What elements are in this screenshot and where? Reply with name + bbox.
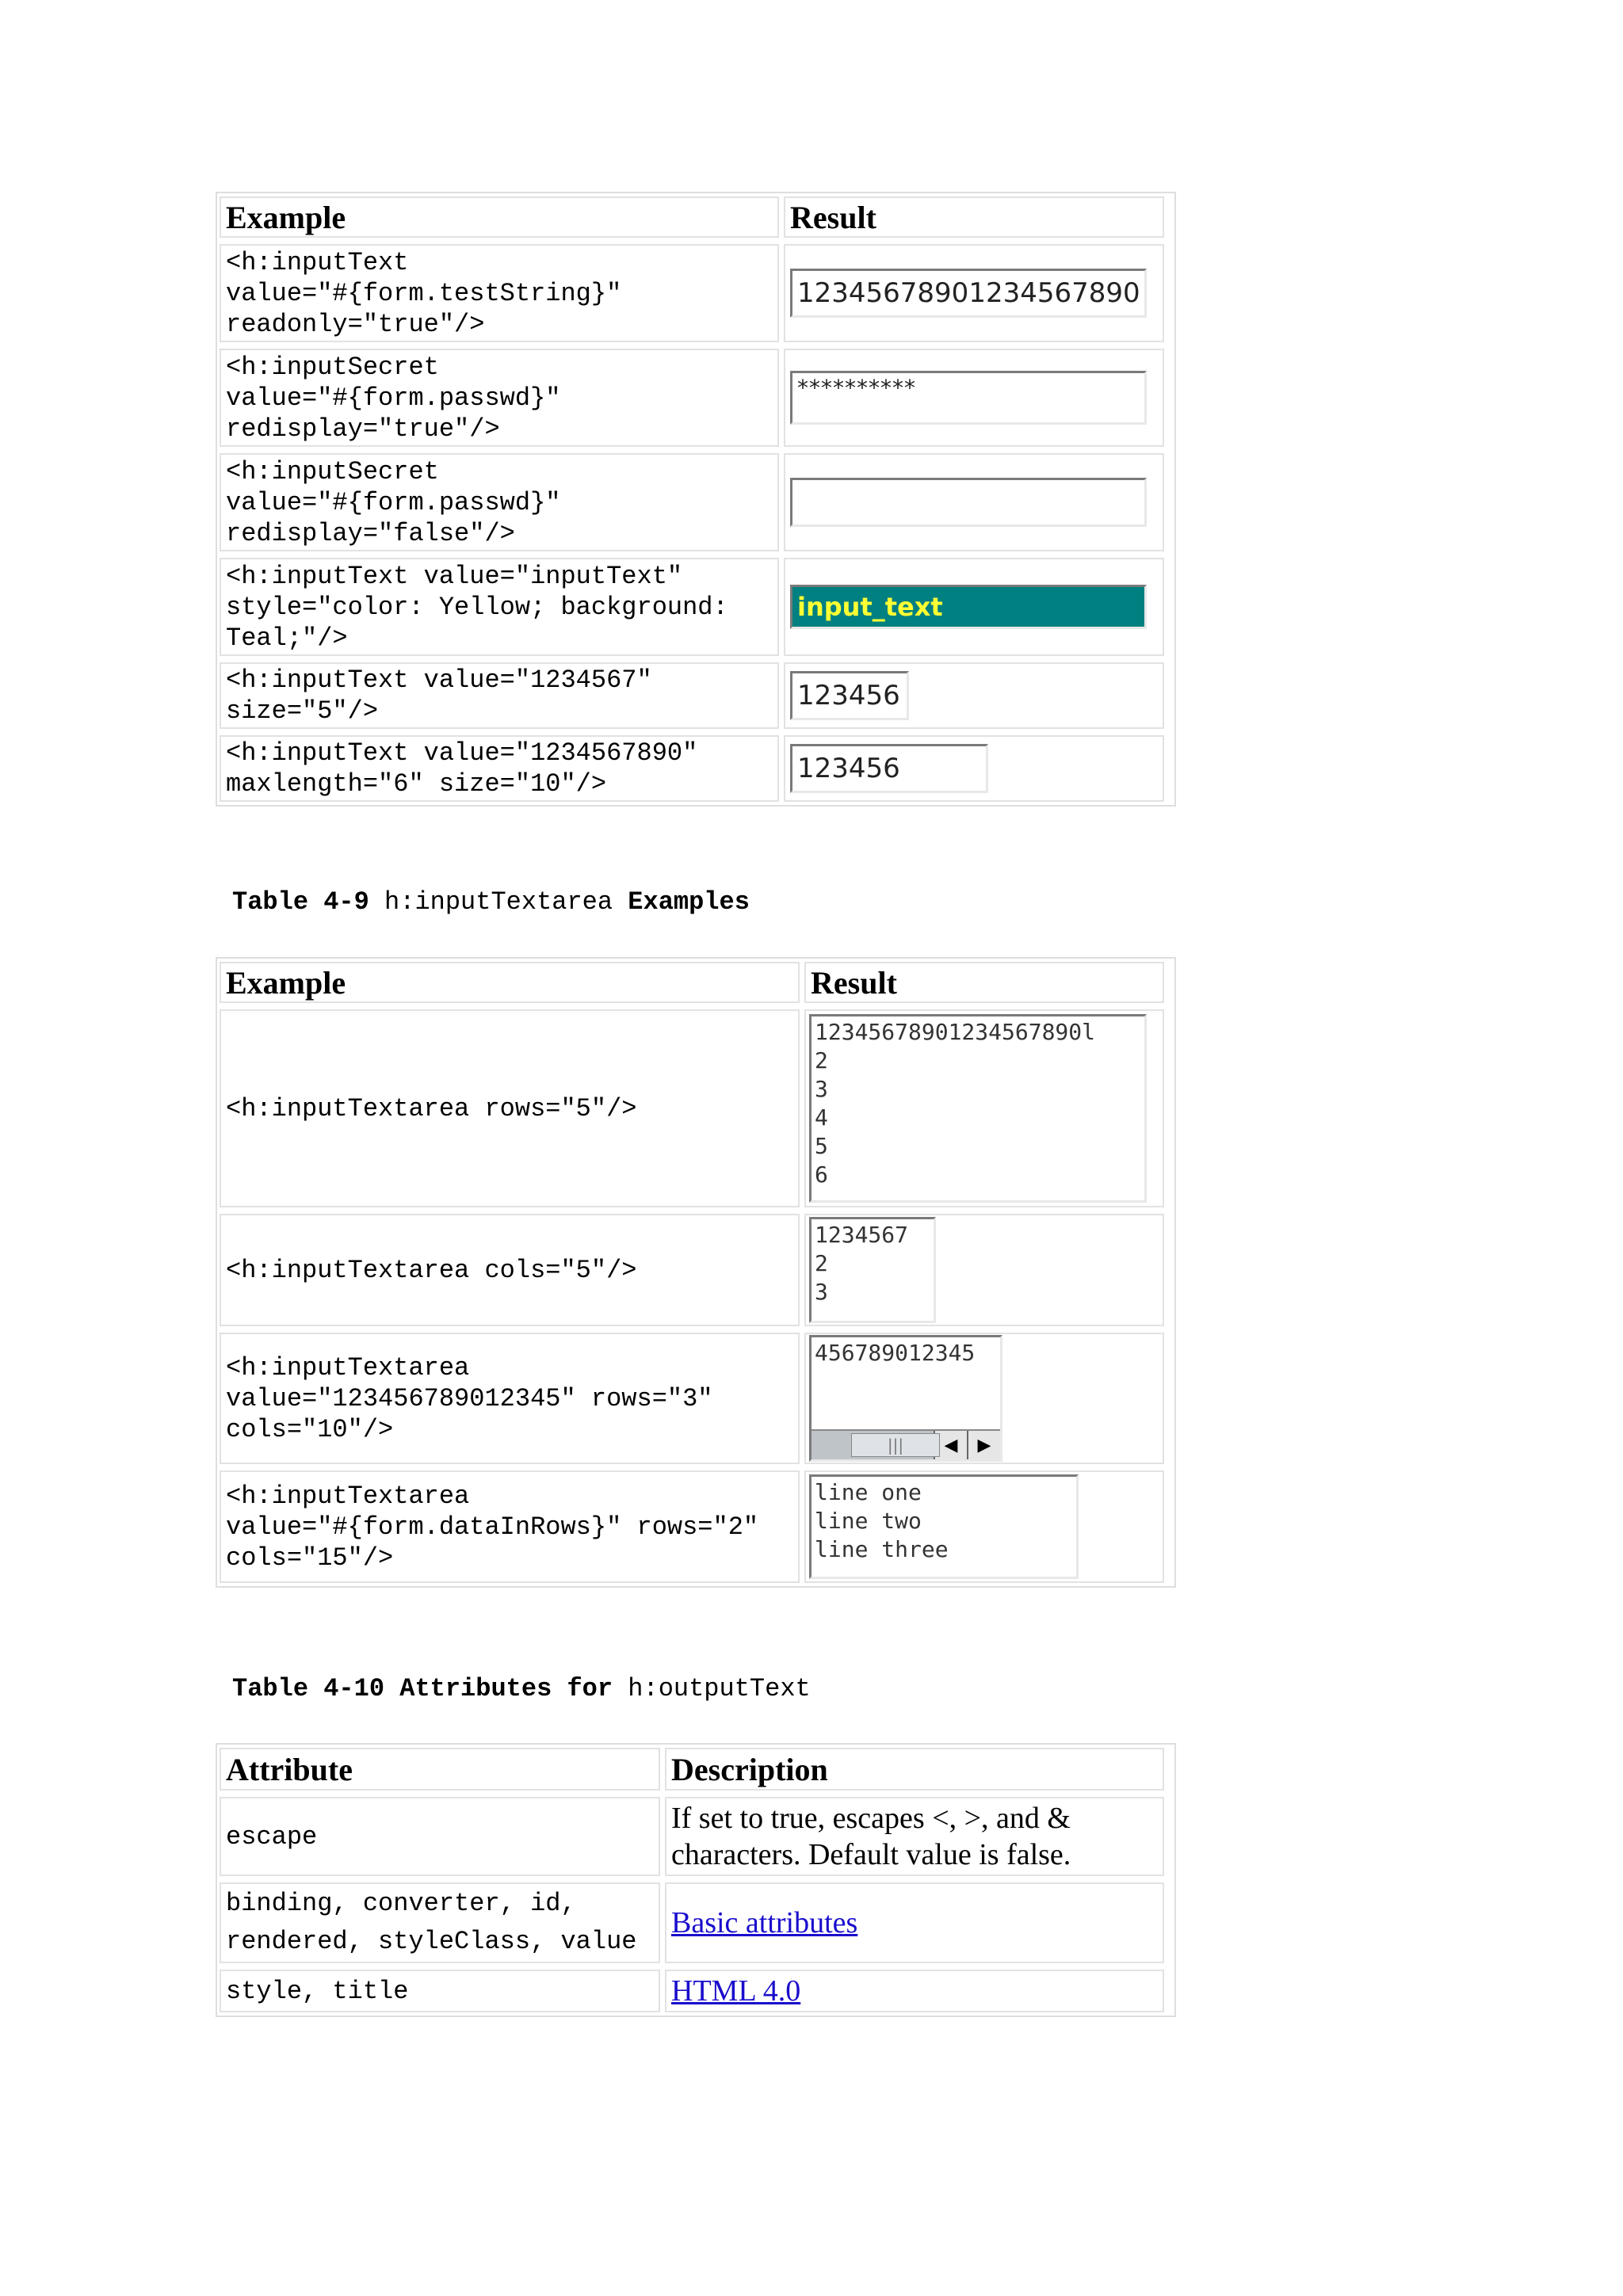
caption-tag: h:outputText bbox=[628, 1674, 811, 1703]
result-cell bbox=[784, 558, 1164, 656]
caption-bold: Table 4-9 bbox=[232, 887, 385, 917]
scroll-right-icon[interactable]: ▶ bbox=[967, 1431, 1000, 1459]
result-cell bbox=[804, 1009, 1164, 1207]
table-row bbox=[217, 659, 1174, 732]
maxlength-text-field[interactable]: 123456 bbox=[790, 744, 988, 793]
table-row bbox=[217, 1211, 1174, 1329]
result-cell bbox=[784, 349, 1164, 447]
table-row bbox=[217, 1467, 1174, 1586]
textarea-rows5[interactable]: 12345678901234567890l 2 3 4 5 6 bbox=[809, 1014, 1147, 1203]
table-row bbox=[217, 1794, 1174, 1879]
output-text-attributes-table bbox=[216, 1743, 1176, 2017]
basic-attributes-link[interactable]: Basic attributes bbox=[671, 1906, 858, 1939]
attribute-name: binding, converter, id, rendered, styleClass, value bbox=[220, 1882, 660, 1963]
table-header-row bbox=[217, 959, 1174, 1006]
textarea-data-in-rows[interactable]: line one line two line three bbox=[809, 1474, 1079, 1579]
input-textarea-examples-table bbox=[216, 957, 1176, 1588]
attribute-description bbox=[665, 1882, 1164, 1963]
scroll-left-icon[interactable]: ◀ bbox=[934, 1431, 967, 1459]
table-row bbox=[217, 732, 1174, 805]
table-row bbox=[217, 1879, 1174, 1966]
header-description: Description bbox=[665, 1748, 1164, 1791]
example-code: <h:inputText value="1234567" size="5"/> bbox=[220, 662, 779, 729]
example-code: <h:inputTextarea value="#{form.dataInRows}" rows="2" cols="15"/> bbox=[220, 1470, 800, 1583]
table-row bbox=[217, 241, 1174, 345]
table-header-row bbox=[217, 1745, 1174, 1794]
attribute-name: escape bbox=[220, 1797, 660, 1876]
header-example: Example bbox=[220, 196, 779, 238]
scrollbar-track[interactable] bbox=[812, 1431, 934, 1459]
caption-bold: Table 4-10 Attributes for bbox=[232, 1674, 628, 1703]
input-text-examples-table bbox=[216, 192, 1176, 807]
example-code: <h:inputSecret value="#{form.passwd}" redisplay="true"/> bbox=[220, 349, 779, 447]
textarea-scrolling[interactable] bbox=[809, 1335, 1002, 1462]
size5-text-field[interactable]: 123456 bbox=[790, 671, 909, 720]
table-row bbox=[217, 1006, 1174, 1211]
textarea-content: 456789012345 bbox=[815, 1340, 976, 1366]
example-code: <h:inputText value="1234567890" maxlength="6" size="10"/> bbox=[220, 735, 779, 802]
table-4-9-caption bbox=[232, 887, 750, 917]
result-cell bbox=[804, 1470, 1164, 1583]
result-cell bbox=[784, 662, 1164, 729]
header-result: Result bbox=[784, 196, 1164, 238]
attribute-description bbox=[665, 1970, 1164, 2012]
example-code: <h:inputText value="#{form.testString}" readonly="true"/> bbox=[220, 244, 779, 342]
password-field-empty[interactable] bbox=[790, 478, 1147, 527]
table-row bbox=[217, 450, 1174, 555]
result-cell bbox=[804, 1214, 1164, 1326]
table-row bbox=[217, 1966, 1174, 2016]
example-code: <h:inputText value="inputText" style="color: Yellow; background: Teal;"/> bbox=[220, 558, 779, 656]
example-code: <h:inputSecret value="#{form.passwd}" redisplay="false"/> bbox=[220, 453, 779, 551]
table-row bbox=[217, 1329, 1174, 1467]
header-attribute: Attribute bbox=[220, 1748, 660, 1791]
result-cell bbox=[804, 1333, 1164, 1464]
table-header-row bbox=[217, 193, 1174, 241]
readonly-text-field: 12345678901234567890 bbox=[790, 269, 1147, 318]
header-result: Result bbox=[804, 962, 1164, 1003]
result-cell bbox=[784, 453, 1164, 551]
header-example: Example bbox=[220, 962, 800, 1003]
table-row bbox=[217, 345, 1174, 450]
result-cell bbox=[784, 244, 1164, 342]
styled-text-field[interactable]: input_text bbox=[790, 585, 1147, 629]
table-row bbox=[217, 555, 1174, 659]
horizontal-scrollbar[interactable] bbox=[812, 1429, 1000, 1459]
html-4-link[interactable]: HTML 4.0 bbox=[671, 1974, 801, 2008]
textarea-cols5[interactable]: 1234567 2 3 bbox=[809, 1217, 936, 1323]
table-4-10-caption bbox=[232, 1674, 811, 1703]
example-code: <h:inputTextarea cols="5"/> bbox=[220, 1214, 800, 1326]
password-field-redisplay[interactable]: ********** bbox=[790, 371, 1147, 425]
scrollbar-thumb[interactable]: ||| bbox=[851, 1433, 940, 1457]
example-code: <h:inputTextarea rows="5"/> bbox=[220, 1009, 800, 1207]
caption-tag: h:inputTextarea bbox=[384, 887, 613, 917]
attribute-name: style, title bbox=[220, 1970, 660, 2012]
caption-bold: Examples bbox=[613, 887, 750, 917]
attribute-description: If set to true, escapes <, >, and & characters. Default value is false. bbox=[665, 1797, 1164, 1876]
example-code: <h:inputTextarea value="123456789012345" rows="3" cols="10"/> bbox=[220, 1333, 800, 1464]
result-cell bbox=[784, 735, 1164, 802]
